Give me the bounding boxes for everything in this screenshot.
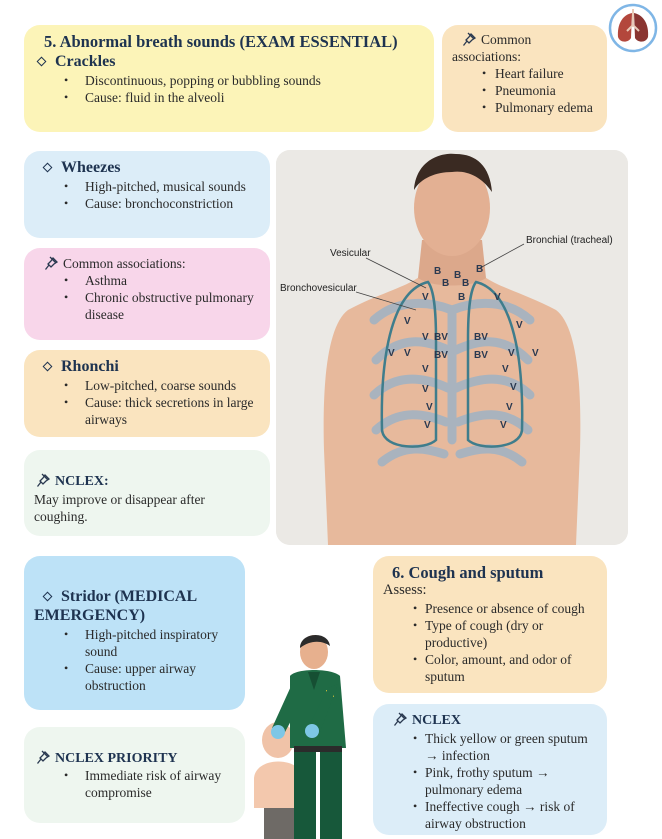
- list-item: • Low-pitched, coarse sounds: [34, 377, 260, 394]
- section6-nclex-list: [383, 730, 597, 832]
- list-item: • Cause: thick secretions in large airways: [34, 394, 260, 428]
- bronchovesicular-label: Bronchovesicular: [280, 283, 357, 294]
- list-item: • High-pitched inspiratory sound: [34, 626, 235, 660]
- crackles-list: [34, 72, 424, 106]
- list-item: • Pneumonia: [452, 82, 597, 99]
- diamond-bullet-icon: [43, 162, 53, 172]
- marker-v: V: [422, 384, 429, 395]
- chest-illustration: [276, 150, 628, 545]
- marker-bv: BV: [474, 350, 488, 361]
- lungs-logo: [608, 3, 658, 53]
- diamond-bullet-icon: [43, 361, 53, 371]
- marker-v: V: [506, 402, 513, 413]
- marker-v: V: [502, 364, 509, 375]
- list-item: • Heart failure: [452, 65, 597, 82]
- stridor-nclex-list: [34, 767, 235, 801]
- marker-v: V: [422, 364, 429, 375]
- crackles-assoc-list: [452, 65, 597, 116]
- wheezes-list: [34, 178, 260, 212]
- marker-v: V: [494, 292, 501, 303]
- section6-card: [373, 556, 607, 693]
- crackles-associations-card: [442, 25, 607, 132]
- wheezes-associations-card: [24, 248, 270, 340]
- list-item: • Discontinuous, popping or bubbling sounds: [34, 72, 424, 89]
- rhonchi-nclex-title: NCLEX:: [55, 474, 109, 489]
- wheezes-assoc-title: Common associations:: [63, 256, 186, 271]
- section6-nclex-heading: [383, 711, 597, 729]
- marker-v: V: [508, 348, 515, 359]
- pin-icon: [36, 749, 52, 765]
- crackles-assoc-heading: [452, 31, 597, 65]
- list-item: • Chronic obstructive pulmonary disease: [34, 289, 260, 323]
- stridor-nclex-heading: [34, 749, 235, 767]
- marker-b: B: [442, 278, 450, 289]
- list-item: • Pink, frothy sputum → pulmonary edema: [383, 764, 597, 798]
- bronchial-label: Bronchial (tracheal): [526, 235, 613, 246]
- section6-nclex-title: NCLEX: [412, 713, 462, 728]
- diamond-bullet-icon: [37, 56, 47, 66]
- section6-list: [383, 600, 597, 685]
- list-item: • Presence or absence of cough: [383, 600, 597, 617]
- marker-v: V: [426, 402, 433, 413]
- pin-icon: [462, 31, 478, 47]
- rhonchi-title: Rhonchi: [61, 358, 119, 375]
- list-item: • Thick yellow or green sputum → infection: [383, 730, 597, 764]
- vesicular-label: Vesicular: [330, 248, 371, 259]
- marker-v: V: [388, 348, 395, 359]
- list-item: • Color, amount, and odor of sputum: [383, 651, 597, 685]
- rhonchi-card: [24, 350, 270, 437]
- list-item: • Cause: fluid in the alveoli: [34, 89, 424, 106]
- marker-b: B: [434, 266, 442, 277]
- pin-icon: [36, 472, 52, 488]
- wheezes-card: [24, 151, 270, 238]
- marker-v: V: [510, 382, 517, 393]
- marker-b: B: [458, 292, 466, 303]
- marker-v: V: [500, 420, 507, 431]
- marker-v: V: [516, 320, 523, 331]
- pin-icon: [44, 255, 60, 271]
- marker-v: V: [404, 316, 411, 327]
- list-item: • Pulmonary edema: [452, 99, 597, 116]
- section6-nclex-card: [373, 704, 607, 835]
- list-item: • High-pitched, musical sounds: [34, 178, 260, 195]
- rhonchi-nclex-text: May improve or disappear after coughing.: [34, 492, 205, 524]
- wheezes-assoc-heading: [34, 255, 260, 272]
- list-item: • Asthma: [34, 272, 260, 289]
- marker-b: B: [476, 264, 484, 275]
- marker-v: V: [404, 348, 411, 359]
- marker-bv: BV: [434, 350, 448, 361]
- paramedic-illustration: [250, 628, 375, 839]
- chest-breath-sounds-figure: [276, 150, 628, 545]
- marker-b: B: [462, 278, 470, 289]
- list-item: • Ineffective cough → risk of airway obstruction: [383, 798, 597, 832]
- crackles-assoc-title: Common associations:: [452, 32, 532, 64]
- list-item: • Type of cough (dry or productive): [383, 617, 597, 651]
- rhonchi-nclex-heading: [34, 472, 260, 490]
- section5-title: 5. Abnormal breath sounds (EXAM ESSENTIAL): [44, 32, 398, 51]
- section6-assess: Assess:: [383, 582, 427, 598]
- stridor-heading: [34, 587, 235, 625]
- wheezes-heading: [34, 158, 260, 177]
- marker-v: V: [422, 292, 429, 303]
- marker-v: V: [422, 332, 429, 343]
- stridor-nclex-title: NCLEX PRIORITY: [55, 751, 178, 766]
- stridor-list: [34, 626, 235, 694]
- crackles-heading: [34, 52, 424, 71]
- marker-v: V: [532, 348, 539, 359]
- marker-b: B: [454, 270, 462, 281]
- crackles-title: Crackles: [55, 53, 116, 70]
- pin-icon: [393, 711, 409, 727]
- list-item: • Cause: upper airway obstruction: [34, 660, 235, 694]
- stridor-nclex-card: [24, 727, 245, 823]
- stridor-card: [24, 556, 245, 710]
- section6-title: 6. Cough and sputum: [392, 563, 544, 582]
- marker-v: V: [424, 420, 431, 431]
- stridor-title: Stridor (MEDICAL EMERGENCY): [34, 588, 197, 624]
- marker-bv: BV: [434, 332, 448, 343]
- wheezes-title: Wheezes: [61, 159, 121, 176]
- diamond-bullet-icon: [43, 591, 53, 601]
- section5-card: [24, 25, 434, 132]
- wheezes-assoc-list: [34, 272, 260, 323]
- marker-bv: BV: [474, 332, 488, 343]
- rhonchi-list: [34, 377, 260, 428]
- rhonchi-nclex-card: [24, 450, 270, 536]
- rhonchi-heading: [34, 357, 260, 376]
- list-item: • Immediate risk of airway compromise: [34, 767, 235, 801]
- list-item: • Cause: bronchoconstriction: [34, 195, 260, 212]
